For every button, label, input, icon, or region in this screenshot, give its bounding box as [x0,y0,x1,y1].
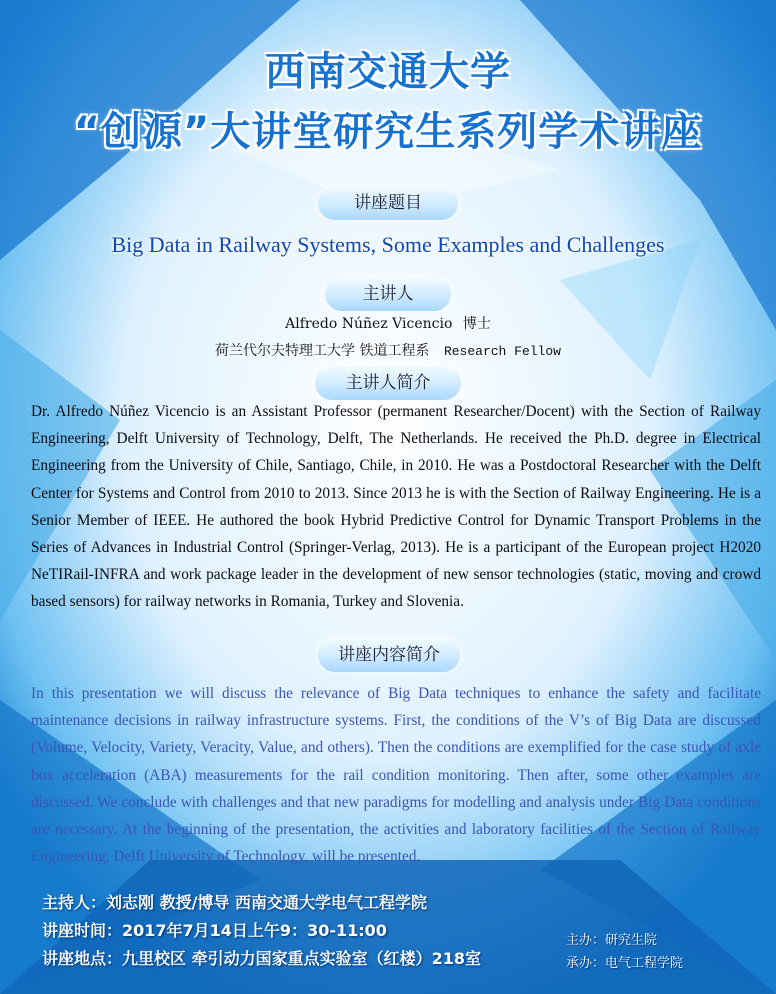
abstract-label: 讲座内容简介 [318,638,460,672]
speaker-label: 主讲人 [325,277,451,311]
place-info: 讲座地点：九里校区 牵引动力国家重点实验室（红楼）218室 [42,949,481,968]
co-organizer: 承办：电气工程学院 [566,956,684,971]
speaker-bio: Dr. Alfredo Núñez Vicencio is an Assistant Professor (permanent Researcher/Docent) with the Section of Railway Engineering, Delft University of Technology, Delft, The Netherlands. He received the Ph.D. degree in Electrical Engineering from the University of Chile, Santiago, Chile, in 2010. He was a Postdoctoral Researcher with the Delft Center for Systems and Control from 2010 to 2013. Since 2013 he is with the Section of Railway Engineering. He is a Senior Member of IEEE. He authored the book Hybrid Predictive Control for Dynamic Transport Problems in the Series of Advances in Industrial Control (Springer-Verlag, 2013). He is a participant of the European project H2020 NeTIRail-INFRA and work package leader in the development of new sensor technologies (static, moving and crowd based sensors) for railway networks in Romania, Turkey and Slovenia. [31,403,761,611]
topic-label: 讲座题目 [318,186,458,220]
speaker-line [0,313,776,333]
speaker-affiliation-line [0,340,776,360]
speaker-name: Alfredo Núñez Vicencio [285,316,453,332]
university-title: 西南交通大学 [265,49,511,95]
host-info: 主持人：刘志刚 教授/博导 西南交通大学电气工程学院 [42,893,427,912]
bio-label: 主讲人简介 [315,366,461,400]
lecture-series-title: “创源”大讲堂研究生系列学术讲座 [73,109,703,155]
speaker-affiliation: 荷兰代尔夫特理工大学 铁道工程系 [215,343,430,359]
lecture-abstract: In this presentation we will discuss the relevance of Big Data techniques to enhance the safety and facilitate maintenance decisions in railway infrastructure systems. First, the conditions of the V’s of Big Data are discussed (Volume, Velocity, Variety, Veracity, Value, and others). Then the conditions are exemplified for the case study of axle box acceleration (ABA) measurements for the rail condition monitoring. Then after, some other examples are discussed. We conclude with challenges and that new paradigms for modelling and analysis under Big Data conditions are necessary. At the beginning of the presentation, the activities and laboratory facilities of the Section of Railway Engineering, Delft University of Technology, will be presented. [31,685,761,866]
speaker-position: Research Fellow [443,344,561,359]
speaker-degree: 博士 [462,316,491,332]
time-info: 讲座时间：2017年7月14日上午9：30-11:00 [42,921,387,940]
organizer: 主办：研究生院 [566,933,658,948]
lecture-topic: Big Data in Railway Systems, Some Examples and Challenges [111,232,665,257]
